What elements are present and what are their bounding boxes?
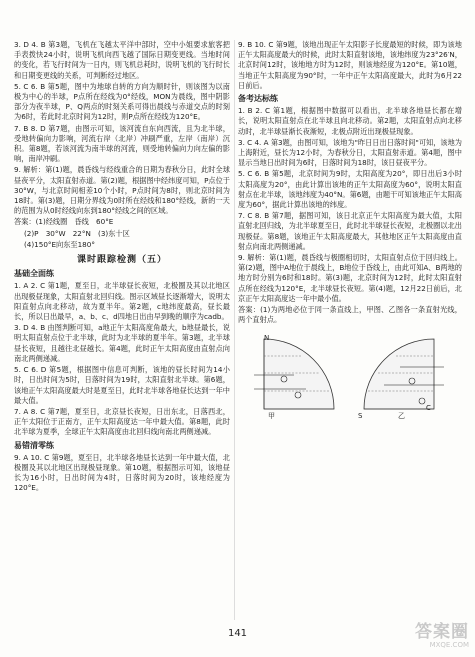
answer-paragraph: 9. 解析：第(1)题，晨昏线与极圈相切时，太阳直射点位于回归线上。第(2)题，图中A地位于晨线上，B地位于昏线上，由此可知A、B两地的地方时分别为6时和18时。第(3)题，北京时间为12时，此时太阳直射点所在经线为120°E，北半球昼长夜短。第(4)题，12月22日前后，北京正午太阳高度达一年中最小值。 [238, 253, 462, 303]
answer-line: (2)P 30°W 22°N (3)东十区 [24, 228, 130, 238]
answer-paragraph: 7. A 8. C 第7题，夏至日，北京昼长夜短，日出东北，日落西北，正午太阳位于正南方，正午太阳高度达一年中最大值。第8题，此时北半球为夏季，全球正午太阳高度由北回归线向南北两侧递减。 [14, 406, 230, 437]
answer-paragraph: 9. B 10. C 第9题，该地出现正午太阳影子长度最短的时候，即为该地正午太阳高度最大的时候，此时太阳直射该地，该地纬度为23°26′N，北京时间12时，该地地方时为12时，则该地经度为120°E。第10题，当地正午太阳高度为90°时，一年中正午太阳高度最大，此时为6月22日前后。 [238, 40, 462, 90]
answer-paragraph: 5. C 6. B 第5题，图中为地球自转的方向为顺时针，则该图为以南极为中心的半球，P点所在经线为0°经线，MON为晨线，图中阴影部分为夜半球，P、Q两点的时刻关系可得出晨线与赤道交点的时刻为6时，若此时北京时间为12时，则P点所在经线为120°E。 [14, 81, 230, 122]
figure-left-hemisphere [254, 339, 334, 409]
answers-block-c [14, 453, 230, 494]
answer-paragraph: 5. C 6. D 第5题，根据图中信息可判断，该地的昼长时间为14小时，日出时间为5时，日落时间为19时，太阳直射北半球。第6题，该地正午太阳高度最大时是夏至日，此时北半球各地昼长达到一年中最大值。 [14, 365, 230, 405]
watermark-text: 答案圈 [415, 622, 469, 642]
chapter-title: 课时跟踪检测（五） [76, 255, 167, 266]
left-column [14, 40, 230, 495]
answer-paragraph: 9. 解析：第(1)题，晨昏线与经线重合的日期为春秋分日，此时全球昼夜平分，太阳直射赤道。第(2)题，根据图中经纬度可知，P点位于30°W，与北京时间相差10个小时，P点时间为8时，则北京时间为18时。第(3)题，日期分界线为0时所在经线和180°经线，新的一天的范围为从0时经线向东到180°经线之间的区域。 [14, 165, 230, 216]
answer-paragraph: 1. B 2. C 第1题，根据图中数据可以看出，北半球各地昼长都在增长，说明太阳直射点在北半球且向北移动。第2题，太阳直射点向北移动时，北半球昼渐长夜渐短，北极点附近出现极昼现象。 [238, 106, 462, 136]
site-watermark [403, 623, 469, 653]
answer-paragraph: 3. D 4. B 由图判断可知，a地正午太阳高度角最大，b地昼最长，说明太阳直射点位于北半球，此时为北半球的夏半年。第3题，北半球昼长夜短，且越往北昼越长。第4题，此时正午太阳高度由直射点向南北两侧递减。 [14, 323, 230, 363]
answers-block-r-b [238, 106, 462, 325]
answer-paragraph: 3. D 4. B 第3题，飞机在飞越太平洋中部时，空中小姐要求旅客把手表拨快24小时，说明飞机向西飞越了国际日期变更线。当地时间的变化，若飞行时间为一日内，则飞机总耗时，说明飞机的飞行时长和日期变更线的关系，可判断经过地区。 [14, 40, 230, 80]
answer-paragraph: 7. C 8. B 第7题，据图可知，该日北京正午太阳高度为最大值，太阳直射北回归线，为北半球夏至日，此时北半球昼长夜短，北极圈以北出现极昼。第8题，该地正午太阳高度最大，其他地区正午太阳高度由直射点向南北两侧递减。 [238, 211, 462, 251]
section-title-prep: 备考达标练 [238, 94, 278, 104]
right-column [238, 40, 462, 425]
figure-right-hemisphere [364, 339, 444, 409]
answers-block-r-a [238, 40, 462, 91]
answer-paragraph: 1. A 2. C 第1题，夏至日，北半球昼长夜短，北极圈及其以北地区出现极昼现象，太阳直射北回归线。图示区域昼长逐渐增大，说明太阳直射点向北移动，故为夏半年。第2题，c地纬度最高，昼长最长，所以日出最早，a、b、c、d四地日出由早到晚的顺序为cadb。 [14, 281, 230, 322]
section-title-easy: 易错清零练 [14, 440, 54, 450]
watermark-url: MXQE.COM [429, 641, 469, 649]
figure-label-left: 甲 [268, 412, 275, 421]
answer-paragraph: 5. C 6. B 第5题，北京时间为9时，太阳高度为20°，即日出后3小时太阳高度为20°，由此计算出该地的正午太阳高度为60°，说明太阳直射点在北半球，该地纬度为40°N。第6题，由题干可知该地正午太阳高度为60°，据此计算出该地的纬度。 [238, 169, 462, 210]
sunlight-diagram [238, 329, 462, 425]
column-divider [234, 40, 235, 620]
figure-label-right: 乙 [398, 412, 405, 421]
answer-line: (4)150°E向东至180° [24, 239, 95, 249]
answers-block-b [14, 281, 230, 437]
section-title-basic: 基础全面练 [14, 269, 54, 279]
answer-paragraph: 9. A 10. C 第9题，夏至日，北半球各地昼长达到一年中最大值，北极圈及其以北地区出现极昼现象。第10题，根据图示可知，该地昼长为16小时，日出时间为4时，日落时间为20时，该地经度为120°E。 [14, 452, 230, 493]
answer-line: 答案：(1)经线圈 昏线 60°E [14, 217, 114, 227]
page-number-text: 141 [227, 628, 248, 639]
figure-marker-s: S [358, 412, 363, 421]
answer-paragraph: 3. C 4. A 第3题，由图可知，该地为"昨日日出日落时间"可知，该地为上海附近，昼长为12小时，为春秋分日，太阳直射赤道。第4题，图中显示当地日出时间为6时，日落时间为18时，该日昼夜平分。 [238, 137, 462, 168]
answers-block-a [14, 40, 230, 250]
figure-marker-c: C [426, 404, 431, 413]
answer-paragraph: 7. B 8. D 第7题，由图示可知，该河流自东向西流，且为北半球，受地转偏向力影响，河流右岸（北岸）冲刷严重，左岸（南岸）沉积。第8题，若该河流为南半球的河流，则受地转偏向力向左偏的影响，南岸冲刷。 [14, 123, 230, 164]
answer-line: 答案：(1)为两地必位于同一条直线上，甲图、乙图各一条直射光线，两个直射点。 [238, 305, 462, 325]
figure-marker-n: N [264, 334, 270, 343]
sunlight-diagram-svg [254, 329, 444, 419]
